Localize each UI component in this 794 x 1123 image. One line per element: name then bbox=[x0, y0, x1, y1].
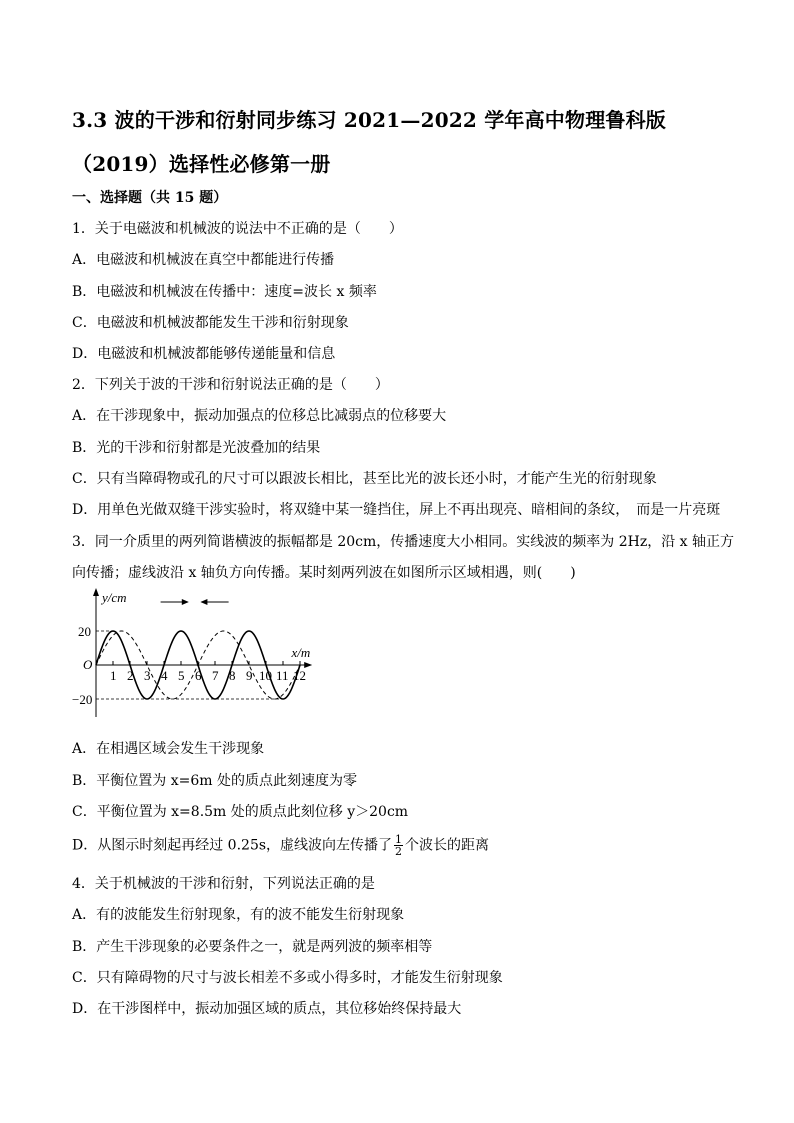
section-heading: 一、选择题（共 15 题） bbox=[72, 190, 228, 206]
q3-option-b: B．平衡位置为 x=6m 处的质点此刻速度为零 bbox=[72, 773, 357, 789]
q2-option-d: D．用单色光做双缝干涉实验时，将双缝中某一缝挡住，屏上不再出现亮、暗相间的条纹， 而是一片亮斑 bbox=[72, 502, 721, 518]
x-tick-label: 7 bbox=[212, 668, 219, 683]
q3-stem-line1: 3．同一介质里的两列简谐横波的振幅都是 20cm，传播速度大小相同。实线波的频率为 2Hz，沿 x 轴正方 bbox=[72, 534, 735, 550]
fraction-denominator: 2 bbox=[395, 845, 403, 858]
q3-option-d-suffix: 个波长的距离 bbox=[405, 837, 490, 854]
fraction-numerator: 1 bbox=[395, 833, 403, 846]
y-axis-label: y/cm bbox=[102, 590, 127, 605]
fraction bbox=[394, 834, 403, 857]
doc-title-line2: （2019）选择性必修第一册 bbox=[72, 152, 331, 176]
q3-option-d-text: D．从图示时刻起再经过 0.25s，虚线波向左传播了 bbox=[72, 837, 393, 854]
x-tick-label: 6 bbox=[195, 668, 202, 683]
q3-stem-line2: 向传播；虚线波沿 x 轴负方向传播。某时刻两列波在如图所示区域相遇，则( ) bbox=[72, 565, 576, 581]
x-tick-label: 12 bbox=[293, 668, 306, 683]
q4-option-b: B．产生干涉现象的必要条件之一，就是两列波的频率相等 bbox=[72, 939, 433, 955]
q4-stem: 4．关于机械波的干涉和衍射，下列说法正确的是 bbox=[72, 876, 375, 892]
q1-option-a: A．电磁波和机械波在真空中都能进行传播 bbox=[72, 252, 335, 268]
q3-option-d bbox=[72, 834, 489, 857]
x-tick-label: 5 bbox=[178, 668, 185, 683]
q4-option-c: C．只有障碍物的尺寸与波长相差不多或小得多时，才能发生衍射现象 bbox=[72, 970, 503, 986]
doc-title-line1: 3.3 波的干涉和衍射同步练习 2021—2022 学年高中物理鲁科版 bbox=[72, 108, 667, 132]
q3-option-c: C．平衡位置为 x=8.5m 处的质点此刻位移 y＞20cm bbox=[72, 804, 409, 820]
y-tick-label: −20 bbox=[72, 692, 93, 707]
q1-option-d: D．电磁波和机械波都能够传递能量和信息 bbox=[72, 346, 336, 362]
x-tick-label: 9 bbox=[246, 668, 253, 683]
q1-option-c: C．电磁波和机械波都能发生干涉和衍射现象 bbox=[72, 315, 349, 331]
right-arrowhead bbox=[182, 599, 189, 605]
origin-label: O bbox=[83, 657, 93, 672]
y-tick-label: 20 bbox=[78, 624, 91, 639]
x-tick-label: 11 bbox=[276, 668, 289, 683]
q2-option-b: B．光的干涉和衍射都是光波叠加的结果 bbox=[72, 440, 321, 456]
x-tick-label: 10 bbox=[259, 668, 272, 683]
q3-option-a: A．在相遇区域会发生干涉现象 bbox=[72, 741, 265, 757]
q4-option-a: A．有的波能发生衍射现象，有的波不能发生衍射现象 bbox=[72, 907, 405, 923]
x-tick-label: 8 bbox=[229, 668, 236, 683]
wave-figure bbox=[72, 582, 342, 727]
q2-option-c: C．只有当障碍物或孔的尺寸可以跟波长相比，甚至比光的波长还小时，才能产生光的衍射现象 bbox=[72, 471, 657, 487]
y-axis-arrow bbox=[93, 588, 99, 596]
left-arrowhead bbox=[200, 599, 207, 605]
x-tick-label: 4 bbox=[161, 668, 168, 683]
q4-option-d: D．在干涉图样中，振动加强区域的质点，其位移始终保持最大 bbox=[72, 1001, 462, 1017]
q2-stem: 2．下列关于波的干涉和衍射说法正确的是（ ） bbox=[72, 377, 389, 393]
x-tick-label: 1 bbox=[110, 668, 117, 683]
q2-option-a: A．在干涉现象中，振动加强点的位移总比减弱点的位移要大 bbox=[72, 408, 447, 424]
x-tick-label: 2 bbox=[127, 668, 134, 683]
q1-stem: 1．关于电磁波和机械波的说法中不正确的是（ ） bbox=[72, 221, 403, 237]
q1-option-b: B．电磁波和机械波在传播中：速度=波长 x 频率 bbox=[72, 284, 377, 300]
x-tick-label: 3 bbox=[144, 668, 151, 683]
x-axis-label: x/m bbox=[291, 645, 311, 660]
